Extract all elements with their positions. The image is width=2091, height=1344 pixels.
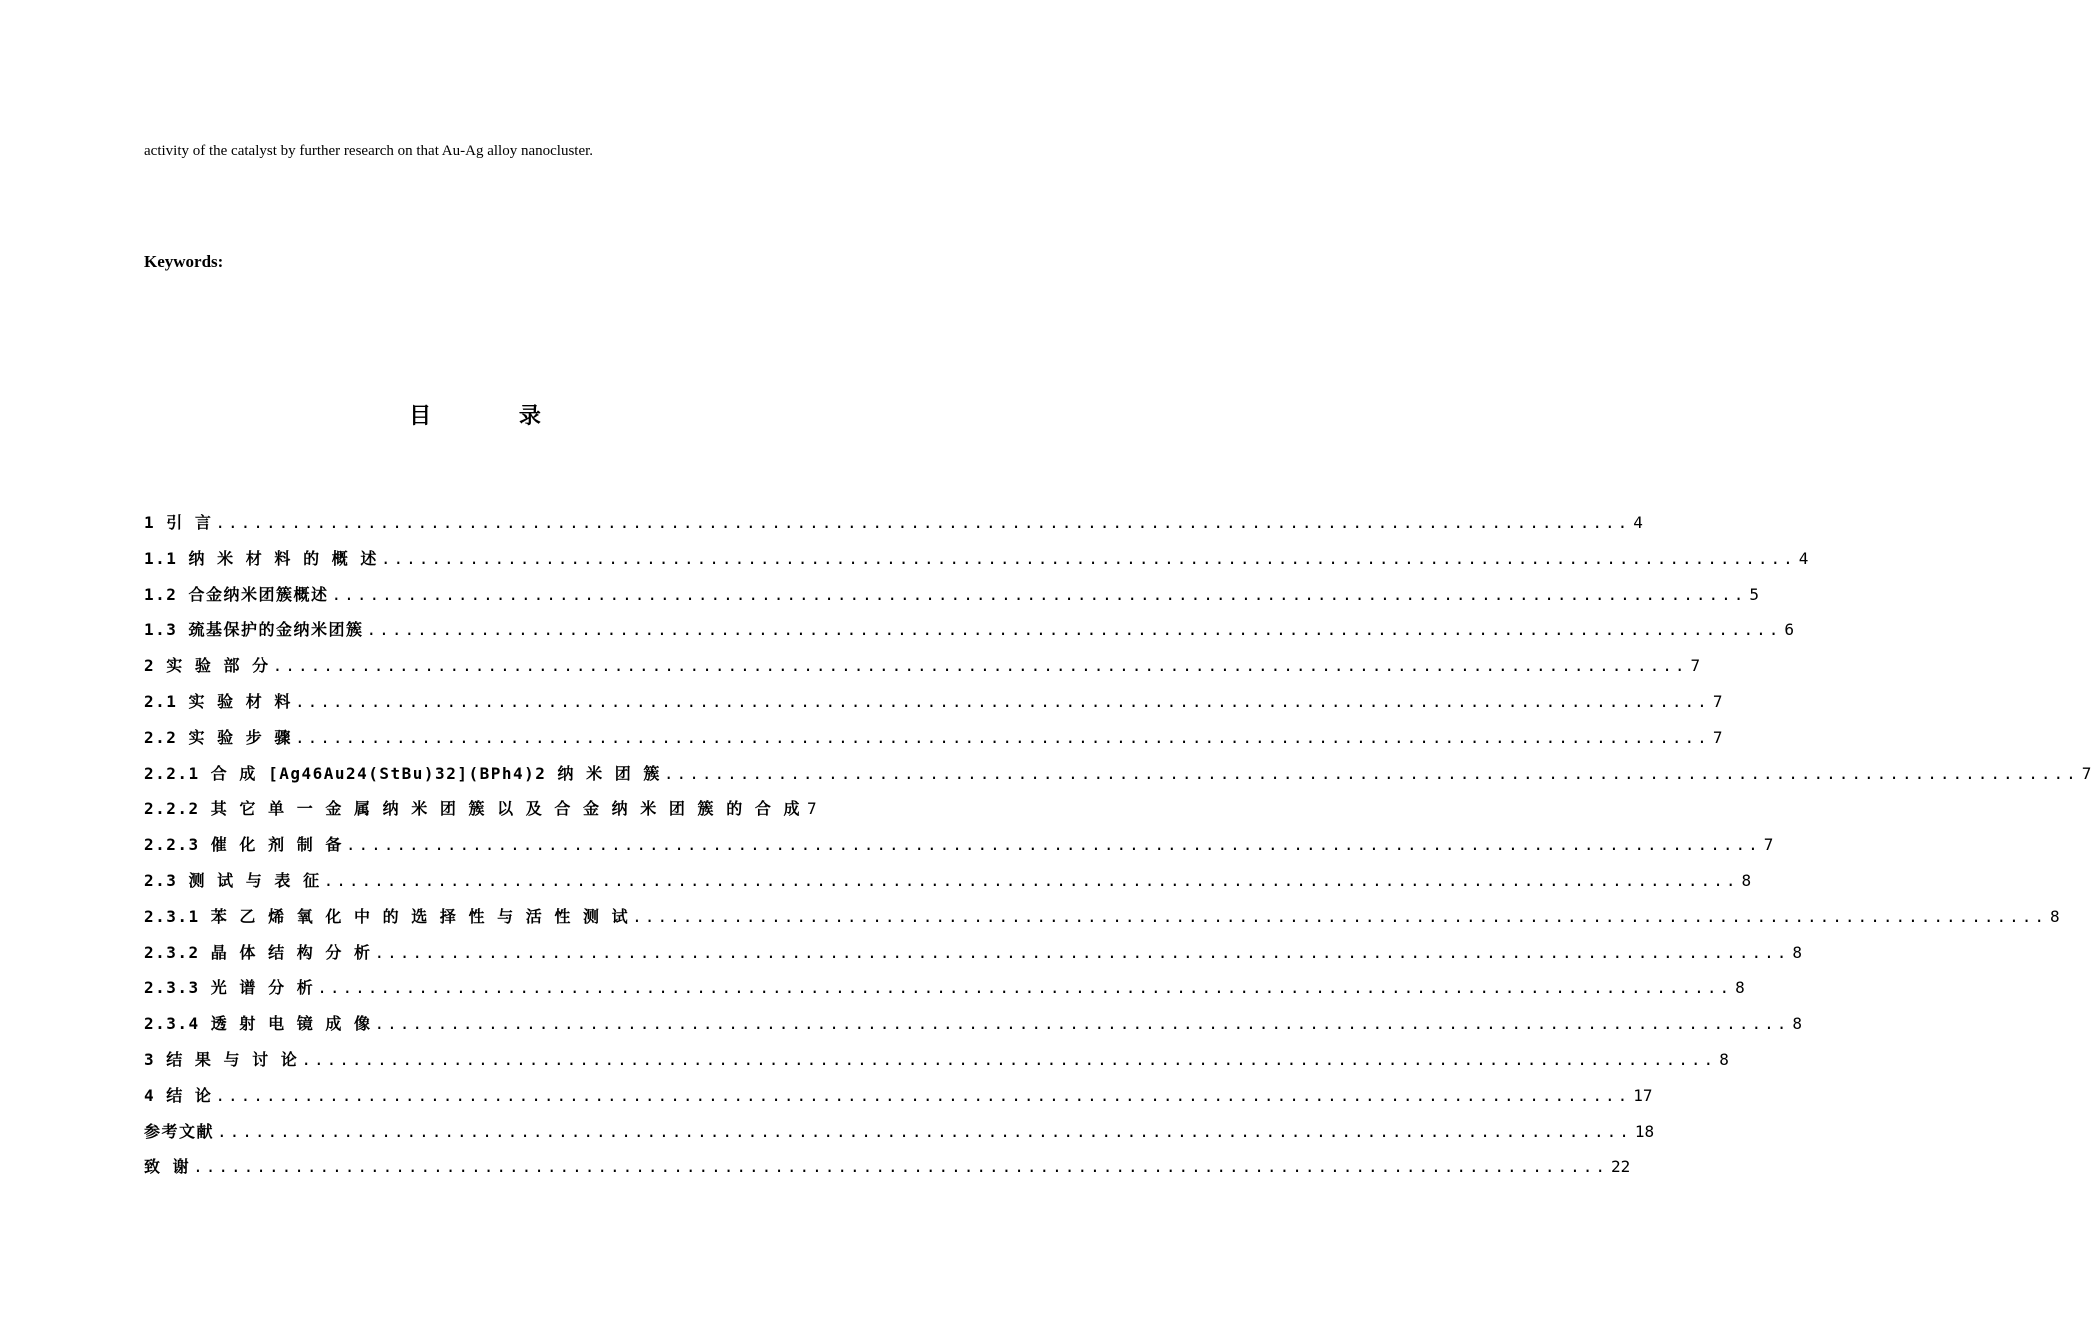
keywords-label: Keywords: bbox=[144, 252, 224, 271]
toc-entry-label: 参考文献 bbox=[144, 1121, 215, 1141]
toc-dot-leader bbox=[632, 907, 2047, 926]
toc-entry-label: 2.3 测 试 与 表 征 bbox=[144, 870, 321, 890]
abstract-last-line: activity of the catalyst by further research on that Au-Ag alloy nanocluster. bbox=[144, 143, 594, 159]
toc-dot-leader bbox=[193, 1157, 1608, 1176]
toc-dot-leader bbox=[324, 871, 1739, 890]
toc-page-number: 17 bbox=[1633, 1085, 1653, 1105]
toc-page-number: 7 bbox=[806, 799, 817, 819]
toc-page-number: 8 bbox=[1719, 1049, 1729, 1069]
toc-title: 目 录 bbox=[409, 404, 581, 429]
toc-dot-leader bbox=[273, 656, 1688, 675]
toc-entry-label: 2.2.3 催 化 剂 制 备 bbox=[144, 835, 343, 855]
toc-page-number: 7 bbox=[1712, 691, 1723, 711]
toc-entry-label: 2.2.2 其 它 单 一 金 属 纳 米 团 簇 以 及 合 金 纳 米 团 簇 的 合 成 bbox=[144, 799, 801, 819]
toc-dot-leader bbox=[215, 513, 1630, 532]
toc-dot-leader bbox=[367, 620, 1782, 639]
toc-entry-label: 4 结 论 bbox=[144, 1085, 213, 1105]
toc-page-number: 8 bbox=[1741, 870, 1752, 890]
toc-entry-1-2[interactable] bbox=[144, 582, 1760, 618]
toc-entry-label: 致 谢 bbox=[144, 1157, 191, 1177]
toc-page-number: 22 bbox=[1611, 1157, 1631, 1177]
toc-entry-acknowledgements[interactable] bbox=[144, 1154, 1631, 1190]
toc-entry-label: 2.3.4 透 射 电 镜 成 像 bbox=[144, 1014, 372, 1034]
toc-entry-2-2[interactable] bbox=[144, 725, 1723, 761]
toc-page-number: 6 bbox=[1784, 620, 1795, 640]
toc-dot-leader bbox=[295, 692, 1710, 711]
toc-page-number: 4 bbox=[1798, 548, 1809, 568]
toc-dot-leader bbox=[301, 1050, 1716, 1069]
toc-entry-label: 2.3.2 晶 体 结 构 分 析 bbox=[144, 942, 372, 962]
toc-page-number: 4 bbox=[1633, 513, 1643, 532]
toc-page-number: 8 bbox=[1735, 978, 1745, 998]
toc-dot-leader bbox=[374, 1014, 1789, 1033]
toc-entry-2-3-2[interactable] bbox=[144, 940, 1802, 976]
toc-entry-label: 2.2 实 验 步 骤 bbox=[144, 727, 292, 747]
toc-entry-2-2-1[interactable] bbox=[144, 761, 2091, 797]
toc-page-number: 8 bbox=[2050, 906, 2060, 926]
toc-entry-label: 1 引 言 bbox=[144, 513, 213, 532]
toc-entry-2-2-2[interactable] bbox=[144, 796, 817, 832]
toc-page-number: 7 bbox=[2081, 763, 2091, 783]
toc-entry-2-3[interactable] bbox=[144, 868, 1752, 904]
toc-dot-leader bbox=[374, 943, 1789, 962]
toc-page-number: 18 bbox=[1634, 1121, 1655, 1141]
toc-dot-leader bbox=[295, 728, 1710, 747]
toc-dot-leader bbox=[217, 1122, 1632, 1141]
toc-entry-2-1[interactable] bbox=[144, 689, 1723, 725]
toc-entry-2-3-4[interactable] bbox=[144, 1011, 1802, 1047]
toc-entry-1-3[interactable] bbox=[144, 617, 1795, 653]
toc-entry-1[interactable] bbox=[144, 510, 1643, 546]
toc-entry-label: 2.2.1 合 成 [Ag46Au24(StBu)32](BPh4)2 纳 米 团 簇 bbox=[144, 763, 661, 783]
toc-dot-leader bbox=[664, 764, 2079, 783]
toc-entry-2-3-3[interactable] bbox=[144, 975, 1745, 1011]
toc-entry-2-2-3[interactable] bbox=[144, 832, 1774, 868]
toc-entry-label: 2.1 实 验 材 料 bbox=[144, 691, 292, 711]
toc-page-number: 7 bbox=[1763, 835, 1774, 855]
toc-dot-leader bbox=[346, 835, 1761, 854]
toc-dot-leader bbox=[332, 585, 1747, 604]
toc-entry-label: 2.3.3 光 谱 分 析 bbox=[144, 978, 315, 998]
toc-page-number: 5 bbox=[1749, 584, 1760, 604]
toc-entry-1-1[interactable] bbox=[144, 546, 1809, 582]
toc-entry-2-3-1[interactable] bbox=[144, 904, 2060, 940]
toc-page-number: 7 bbox=[1690, 656, 1701, 676]
toc-entry-3[interactable] bbox=[144, 1047, 1729, 1083]
toc-entry-2[interactable] bbox=[144, 653, 1701, 689]
toc-dot-leader bbox=[317, 978, 1732, 997]
toc-page-number: 7 bbox=[1712, 727, 1723, 747]
toc-entry-4[interactable] bbox=[144, 1083, 1653, 1119]
toc-page-number: 8 bbox=[1792, 942, 1802, 962]
toc-dot-leader bbox=[215, 1086, 1630, 1105]
toc-entry-label: 1.1 纳 米 材 料 的 概 述 bbox=[144, 548, 378, 568]
toc-page-number: 8 bbox=[1792, 1014, 1802, 1034]
toc-entry-references[interactable] bbox=[144, 1119, 1655, 1155]
toc-entry-label: 1.3 巯基保护的金纳米团簇 bbox=[144, 620, 364, 640]
toc-entry-label: 2.3.1 苯 乙 烯 氧 化 中 的 选 择 性 与 活 性 测 试 bbox=[144, 906, 630, 926]
toc-dot-leader bbox=[381, 549, 1796, 568]
table-of-contents bbox=[144, 510, 2091, 1190]
toc-entry-label: 2 实 验 部 分 bbox=[144, 656, 270, 676]
toc-entry-label: 1.2 合金纳米团簇概述 bbox=[144, 584, 329, 604]
toc-entry-label: 3 结 果 与 讨 论 bbox=[144, 1049, 299, 1069]
